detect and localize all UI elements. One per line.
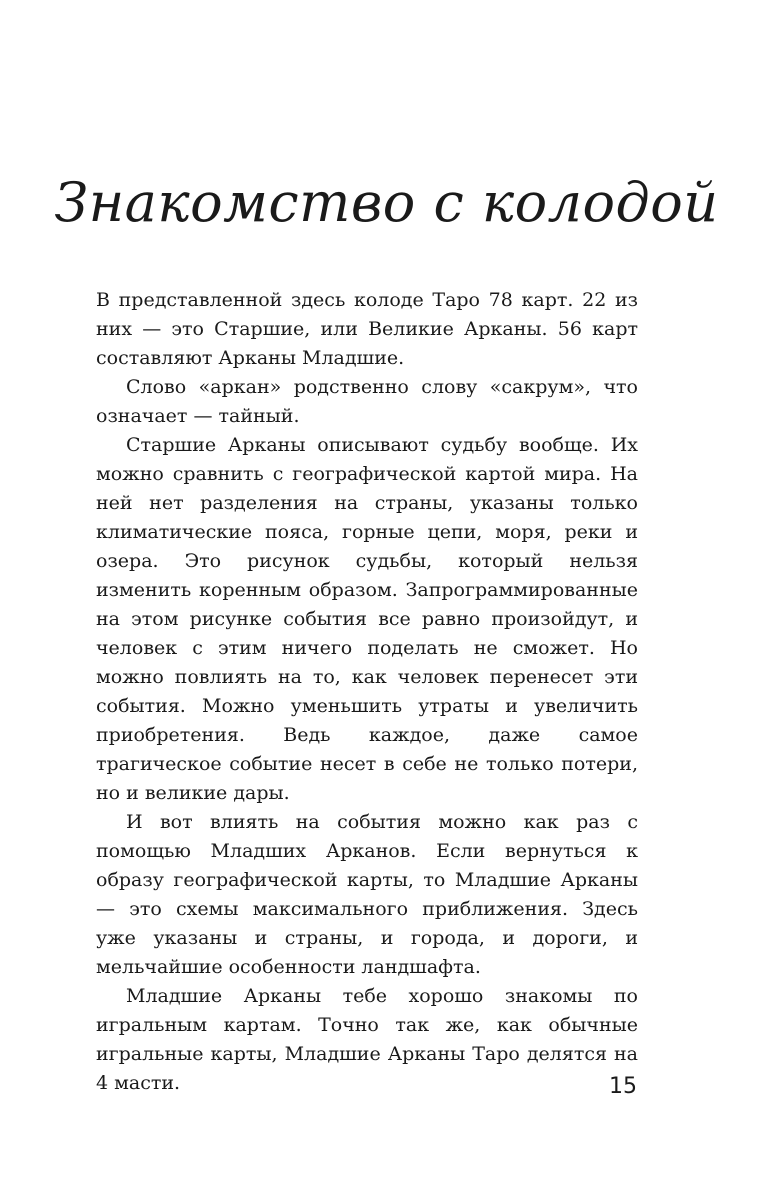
chapter-title: Знакомство с колодой [54,171,719,234]
paragraph-5: Младшие Арканы тебе хорошо знакомы по игральным картам. Точно так же, как обычные игральные карты, Младшие Арканы Таро делятся на 4 масти. [96,985,638,1094]
paragraph-4: И вот влиять на события можно как раз с помощью Младших Арканов. Если вернуться к образу географической карты, то Младшие Арканы — это схемы максимального приближения. Здесь уже указаны и страны, и города, и дороги, и мельчайшие особенности ландшафта. [96,811,638,978]
body-text [96,286,638,1098]
paragraph-1: В представленной здесь колоде Таро 78 карт. 22 из них — это Старшие, или Великие Арканы. 56 карт составляют Арканы Младшие. [96,289,638,369]
page-number: 15 [609,1074,637,1099]
paragraph-2: Слово «аркан» родственно слову «сакрум», что означает — тайный. [96,376,638,427]
paragraph-3: Старшие Арканы описывают судьбу вообще. Их можно сравнить с географической картой мира. На ней нет разделения на страны, указаны только климатические пояса, горные цепи, моря, реки и озера. Это рисунок судьбы, который нельзя изменить коренным образом. Запрограммированные на этом рисунке события все равно произойдут, и человек с этим ничего поделать не сможет. Но можно повлиять на то, как человек перенесет эти события. Можно уменьшить утраты и увеличить приобретения. Ведь каждое, даже самое трагическое событие несет в себе не только потери, но и великие дары. [96,434,638,804]
